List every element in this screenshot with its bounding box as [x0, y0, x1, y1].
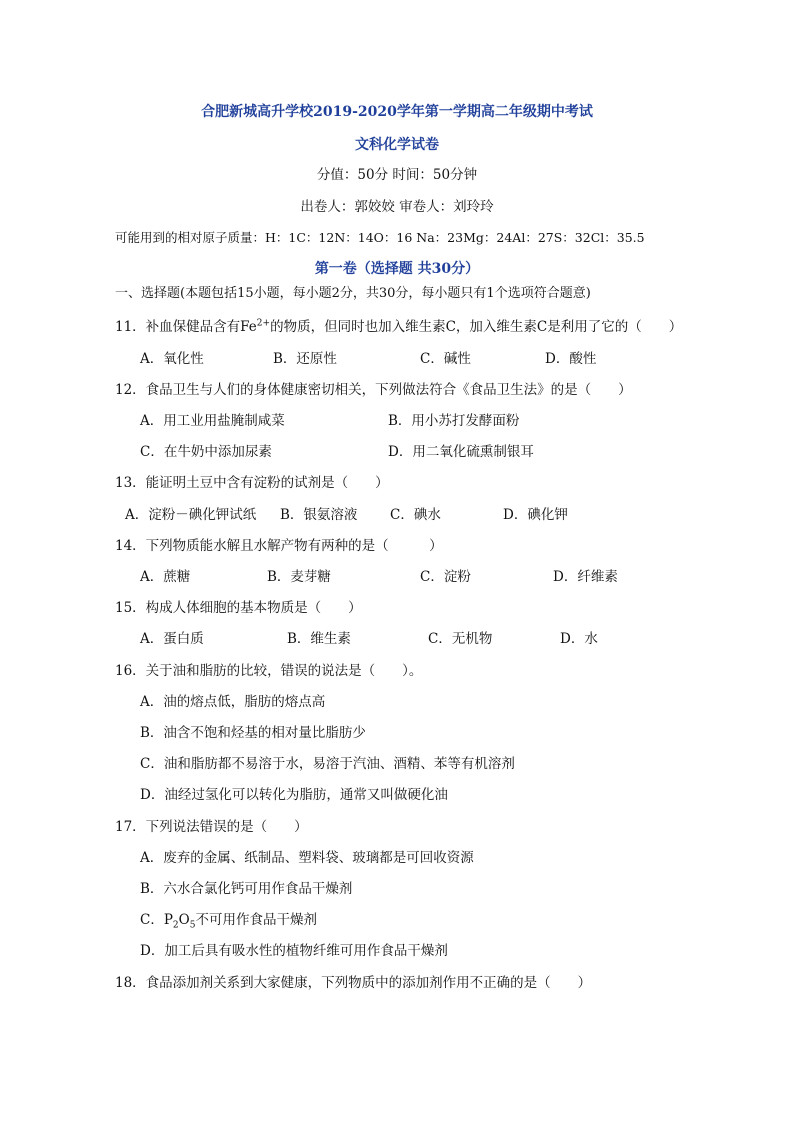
q17-option-d: D．加工后具有吸水性的植物纤维可用作食品干燥剂 [140, 943, 448, 959]
q14-option-a: A．蔗糖 [140, 569, 191, 585]
question-15: 15．构成人体细胞的基本物质是（ ） [115, 600, 362, 616]
q11-stem-b: 的物质，但同时也加入维生素C，加入维生素C是利用了它的（ ） [270, 319, 683, 335]
q11-option-c: C．碱性 [420, 351, 471, 367]
q12-option-b: B．用小苏打发酵面粉 [388, 413, 520, 429]
question-11 [115, 318, 682, 336]
q14-option-d: D．纤维素 [553, 569, 618, 585]
q16-option-b: B．油含不饱和烃基的相对量比脂肪少 [140, 725, 366, 741]
question-16: 16．关于油和脂肪的比较，错误的说法是（ ）。 [115, 663, 423, 679]
q17-c-c: 不可用作食品干燥剂 [195, 912, 317, 928]
q15-option-d: D．水 [560, 631, 598, 647]
q11-option-a: A．氧化性 [140, 351, 204, 367]
q11-option-d: D．酸性 [545, 351, 597, 367]
q17-c-b: O [178, 912, 190, 928]
q12-option-c: C．在牛奶中添加尿素 [140, 444, 272, 460]
q12-option-a: A．用工业用盐腌制咸菜 [140, 413, 285, 429]
question-14: 14．下列物质能水解且水解产物有两种的是（ ） [115, 538, 443, 554]
q16-option-d: D．油经过氢化可以转化为脂肪，通常又叫做硬化油 [140, 787, 448, 803]
q17-option-a: A．废弃的金属、纸制品、塑料袋、玻璃都是可回收资源 [140, 850, 474, 866]
q11-stem-sup: 2+ [256, 318, 271, 329]
question-18: 18．食品添加剂关系到大家健康，下列物质中的添加剂作用不正确的是（ ） [115, 975, 592, 991]
q14-option-b: B．麦芽糖 [267, 569, 331, 585]
q17-c-sub1: 2 [172, 920, 179, 931]
question-13: 13．能证明土豆中含有淀粉的试剂是（ ） [115, 475, 389, 491]
question-12: 12．食品卫生与人们的身体健康密切相关，下列做法符合《食品卫生法》的是（ ） [115, 382, 632, 398]
q17-c-a: C．P [140, 912, 173, 928]
q12-option-d: D．用二氧化硫熏制银耳 [388, 444, 534, 460]
q13-option-b: B．银氨溶液 [280, 507, 358, 523]
q17-option-c [140, 911, 317, 929]
q15-option-a: A．蛋白质 [140, 631, 204, 647]
q17-option-b: B．六水合氯化钙可用作食品干燥剂 [140, 881, 353, 897]
section-title: 第一卷（选择题 共30分） [314, 261, 480, 277]
q11-stem-a: 11．补血保健品含有Fe [115, 319, 257, 335]
score-time: 分值：50分 时间：50分钟 [316, 167, 478, 183]
exam-subtitle: 文科化学试卷 [355, 137, 439, 153]
q14-option-c: C．淀粉 [420, 569, 471, 585]
exam-title: 合肥新城高升学校2019-2020学年第一学期高二年级期中考试 [201, 104, 593, 120]
section-instruction: 一、选择题(本题包括15小题，每小题2分，共30分，每小题只有1个选项符合题意) [115, 286, 591, 301]
q16-option-a: A．油的熔点低，脂肪的熔点高 [140, 694, 326, 710]
q15-option-c: C．无机物 [428, 631, 493, 647]
q11-option-b: B．还原性 [273, 351, 337, 367]
q17-c-sub2: 5 [189, 920, 196, 931]
question-17: 17．下列说法错误的是（ ） [115, 819, 308, 835]
q15-option-b: B．维生素 [287, 631, 351, 647]
q13-option-a: A．淀粉－碘化钾试纸 [125, 507, 257, 523]
q16-option-c: C．油和脂肪都不易溶于水，易溶于汽油、酒精、苯等有机溶剂 [140, 756, 515, 772]
q13-option-d: D．碘化钾 [503, 507, 568, 523]
authors: 出卷人：郭姣姣 审卷人：刘玲玲 [300, 199, 494, 215]
q13-option-c: C．碘水 [390, 507, 441, 523]
atomic-masses: 可能用到的相对原子质量：H：1C：12N：14O：16 Na：23Mg：24Al：27S：32Cl：35.5 [115, 230, 645, 245]
